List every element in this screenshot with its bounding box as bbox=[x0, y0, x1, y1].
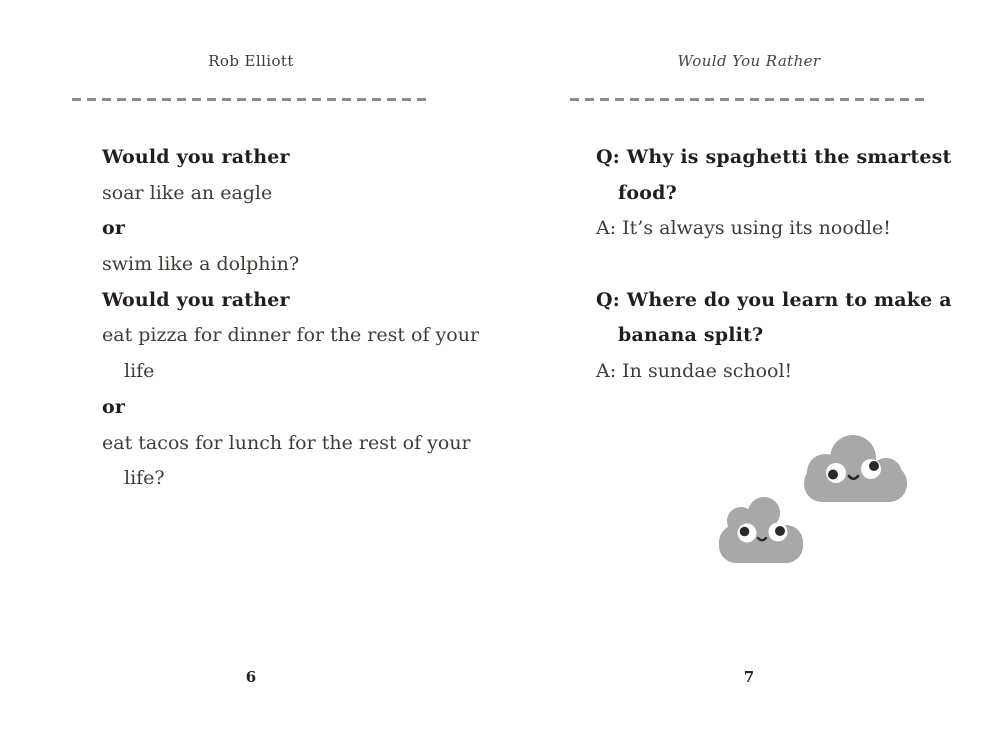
text-line: swim like a dolphin? bbox=[102, 253, 300, 276]
page-left-text bbox=[102, 145, 480, 502]
text-line: A: In sundae school! bbox=[596, 360, 793, 383]
text-line: life bbox=[124, 360, 155, 383]
text-line: soar like an eagle bbox=[102, 181, 273, 204]
text-line: or bbox=[102, 395, 126, 418]
text-line: Q: Where do you learn to make a bbox=[596, 288, 952, 311]
text-line: or bbox=[102, 217, 126, 240]
text-line: eat pizza for dinner for the rest of your bbox=[102, 324, 480, 347]
page-left bbox=[72, 0, 480, 750]
text-line: banana split? bbox=[618, 324, 764, 347]
page-number-left: 6 bbox=[245, 668, 257, 686]
page-number-right: 7 bbox=[743, 668, 755, 686]
text-line: Would you rather bbox=[102, 146, 290, 168]
text-line: eat tacos for lunch for the rest of your bbox=[102, 431, 471, 454]
cloud-large-icon bbox=[804, 435, 907, 502]
text-line: Q: Why is spaghetti the smartest bbox=[596, 146, 952, 168]
cloud-small-icon bbox=[719, 497, 803, 563]
text-line: food? bbox=[618, 181, 677, 204]
running-head-title: Would You Rather bbox=[677, 52, 821, 70]
dashed-divider bbox=[72, 98, 430, 101]
clouds-illustration bbox=[700, 425, 920, 570]
text-line-spacer bbox=[596, 252, 928, 288]
text-line: A: It’s always using its noodle! bbox=[596, 217, 891, 240]
page-right bbox=[570, 0, 952, 750]
page-right-text bbox=[596, 145, 952, 395]
text-line: life? bbox=[124, 467, 165, 490]
text-line: Would you rather bbox=[102, 288, 290, 311]
running-head-author: Rob Elliott bbox=[208, 52, 294, 70]
dashed-divider bbox=[570, 98, 928, 101]
